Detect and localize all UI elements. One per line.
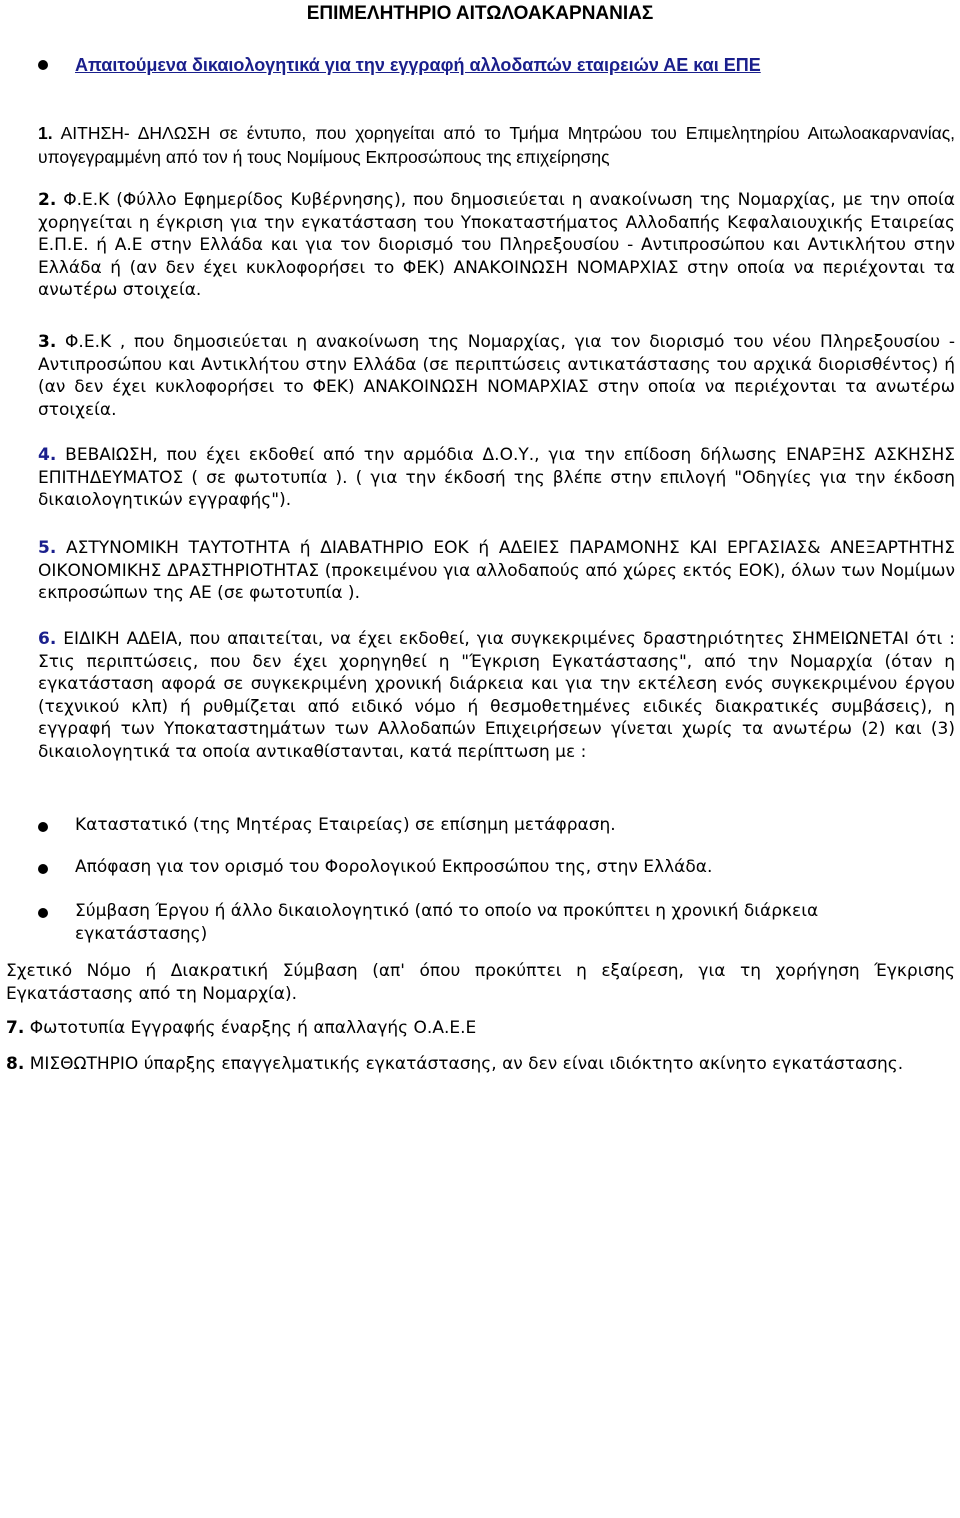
item-6 — [38, 628, 955, 764]
item-number: 1. — [38, 123, 53, 143]
item-number: 4. — [38, 445, 57, 465]
bullet-icon — [38, 908, 48, 918]
item-text: Φ.Ε.Κ (Φύλλο Εφημερίδος Κυβέρνησης), που δημοσιεύεται η ανακοίνωση της Νομαρχίας, με την οποία χορηγείται η έγκριση για την εγκατάσταση του Υποκαταστήματος Αλλοδαπής Κεφαλαιουχικής Εταιρείας Ε.Π.Ε. ή Α.Ε στην Ελλάδα και για τον διορισμό του Πληρεξουσίου - Αντιπροσώπου και Αντικλήτου στην Ελλάδα ή (αν δεν έχει κυκλοφορήσει το ΦΕΚ) ΑΝΑΚΟΙΝΩΣΗ ΝΟΜΑΡΧΙΑΣ στην οποία να περιέχονται τα ανωτέρω στοιχεία. — [38, 190, 955, 301]
item-number: 3. — [38, 332, 57, 352]
item-number: 5. — [38, 538, 57, 558]
item-text: Φ.Ε.Κ , που δημοσιεύεται η ανακοίνωση της Νομαρχίας, για τον διορισμό του νέου Πληρεξουσίου - Αντιπροσώπου και Αντικλήτου στην Ελλάδα (σε περιπτώσεις αντικατάστασης του αρχικά διορισθέντος) ή (αν δεν έχει κυκλοφορήσει το ΦΕΚ) ΑΝΑΚΟΙΝΩΣΗ ΝΟΜΑΡΧΙΑΣ στην οποία να περιέχονται τα ανωτέρω στοιχεία. — [38, 332, 955, 420]
item-text: ΜΙΣΘΩΤΗΡΙΟ ύπαρξης επαγγελματικής εγκατάστασης, αν δεν είναι ιδιόκτητο ακίνητο εγκατάστασης. — [24, 1054, 904, 1074]
item-number: 6. — [38, 629, 57, 649]
item-1 — [38, 122, 955, 169]
item-number: 2. — [38, 190, 57, 210]
list-item: Καταστατικό (της Μητέρας Εταιρείας) σε επίσημη μετάφραση. — [75, 815, 616, 835]
item-number: 7. — [6, 1018, 25, 1038]
bullet-icon — [38, 822, 48, 832]
section-heading: Απαιτούμενα δικαιολογητικά για την εγγραφή αλλοδαπών εταιρειών ΑΕ και ΕΠΕ — [75, 55, 761, 75]
item-4 — [38, 444, 955, 512]
item-5 — [38, 537, 955, 605]
list-item: Σύμβαση Έργου ή άλλο δικαιολογητικό (από το οποίο να προκύπτει η χρονική διάρκεια εγκατάστασης) — [75, 901, 819, 944]
item-7 — [6, 1017, 955, 1040]
list-item: Απόφαση για τον ορισμό του Φορολογικού Εκπροσώπου της, στην Ελλάδα. — [75, 857, 713, 877]
item-text: Φωτοτυπία Εγγραφής έναρξης ή απαλλαγής Ο.Α.Ε.Ε — [24, 1018, 477, 1038]
item-3 — [38, 331, 955, 421]
bullet-icon — [38, 864, 48, 874]
item-text: ΒΕΒΑΙΩΣΗ, που έχει εκδοθεί από την αρμόδια Δ.Ο.Υ., για την επίδοση δήλωσης ΕΝΑΡΞΗΣ ΑΣΚΗΣΗΣ ΕΠΙΤΗΔΕΥΜΑΤΟΣ ( σε φωτοτυπία ). ( για την έκδοσή της βλέπε στην επιλογή "Οδηγίες για την έκδοση δικαιολογητικών εγγραφής"). — [38, 445, 955, 511]
bullet-icon — [38, 60, 48, 70]
item-8 — [6, 1053, 955, 1076]
note-paragraph: Σχετικό Νόμο ή Διακρατική Σύμβαση (απ' όπου προκύπτει η εξαίρεση, για τη χορήγηση Έγκρισης Εγκατάστασης από τη Νομαρχία). — [6, 961, 955, 1004]
document-title: ΕΠΙΜΕΛΗΤΗΡΙΟ ΑΙΤΩΛΟΑΚΑΡΝΑΝΙΑΣ — [306, 3, 654, 24]
item-text: ΑΙΤΗΣΗ- ΔΗΛΩΣΗ σε έντυπο, που χορηγείται από το Τμήμα Μητρώου του Επιμελητηρίου Αιτωλοακαρνανίας, υπογεγραμμένη από τον ή τους Νομίμους Εκπροσώπους της επιχείρησης — [38, 123, 955, 167]
item-text: ΕΙΔΙΚΗ ΑΔΕΙΑ, που απαιτείται, να έχει εκδοθεί, για συγκεκριμένες δραστηριότητες ΣΗΜΕΙΩΝΕΤΑΙ ότι : Στις περιπτώσεις, που δεν έχει χορηγηθεί η "Έγκριση Εγκατάστασης", από την Νομαρχία (όταν η εγκατάσταση αφορά σε συγκεκριμένη χρονική διάρκεια και για την εκτέλεση ενός συγκεκριμένου έργου (τεχνικού κλπ) ή ρυθμίζεται από ειδικό νόμο ή θεσμοθετημένες ειδικές διακρατικές συμβάσεις), η εγγραφή των Υποκαταστημάτων των Αλλοδαπών Επιχειρήσεων γίνεται χωρίς τα ανωτέρω (2) και (3) δικαιολογητικά τα οποία αντικαθίστανται, κατά περίπτωση με : — [38, 629, 955, 762]
item-number: 8. — [6, 1054, 25, 1074]
item-text: ΑΣΤΥΝΟΜΙΚΗ ΤΑΥΤΟΤΗΤΑ ή ΔΙΑΒΑΤΗΡΙΟ ΕΟΚ ή ΑΔΕΙΕΣ ΠΑΡΑΜΟΝΗΣ ΚΑΙ ΕΡΓΑΣΙΑΣ& ΑΝΕΞΑΡΤΗΤΗΣ ΟΙΚΟΝΟΜΙΚΗΣ ΔΡΑΣΤΗΡΙΟΤΗΤΑΣ (προκειμένου για αλλοδαπούς από χώρες εκτός ΕΟΚ), όλων των Νομίμων εκπροσώπων της ΑΕ (σε φωτοτυπία ). — [38, 538, 955, 604]
item-2 — [38, 189, 955, 302]
